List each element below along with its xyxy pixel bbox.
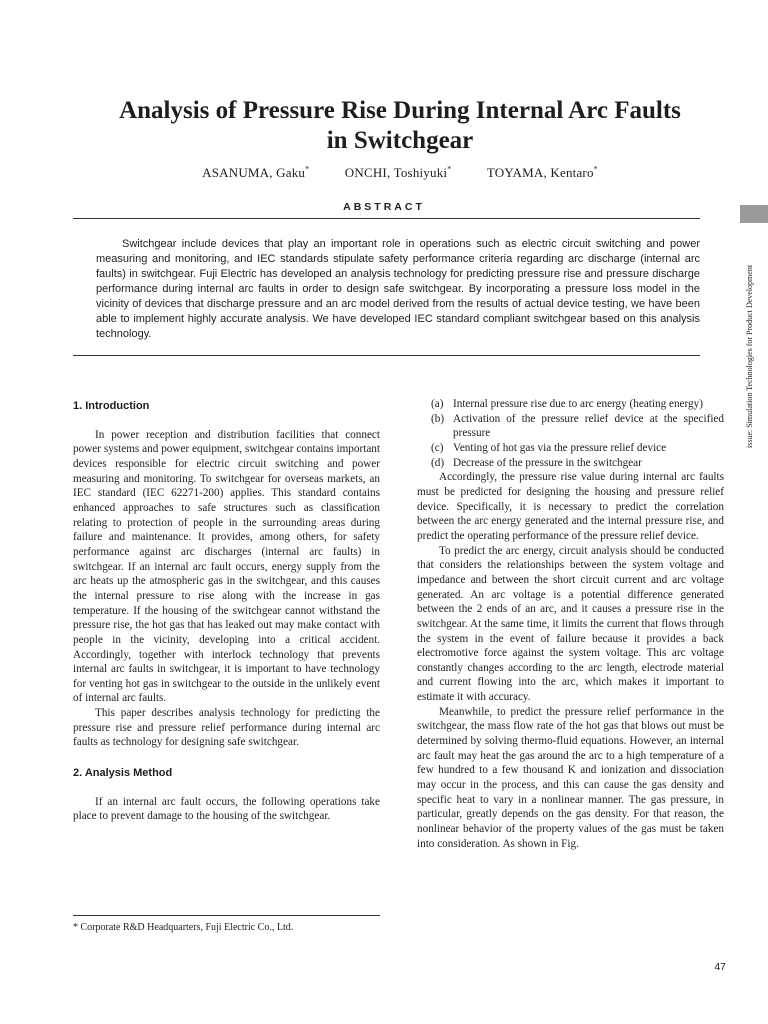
analysis-paragraph-1: If an internal arc fault occurs, the following operations take place to prevent damage to the housing of the switchgear. [73,795,380,823]
list-item: (c) Venting of hot gas via the pressure relief device [431,441,667,454]
introduction-paragraph-2: This paper describes analysis technology for predicting the pressure rise and pressure relief performance during internal arc faults as technology for designing safe switchgear. [73,707,380,749]
affiliation-mark: * [593,165,598,174]
analysis-paragraph-4: Meanwhile, to predict the pressure relief performance in the switchgear, the mass flow rate of the hot gas that blows out must be determined by solving thermo-fluid equations. However, an internal arc fault may heat the gas around the arc to a high temperature of a few hundred to a few thousand K and ionization and dissociation may occur in the process, and this can cause the gas density and specific heat to vary in a nonlinear manner. The gas pressure, in particular, greatly depends on the gas density. For that reason, the nonlinear behavior of the property values of the gas must be taken into consideration. As shown in Fig. [417,705,724,850]
author-3: TOYAMA, Kentaro* [486,165,598,181]
right-column [417,397,724,851]
section-heading-introduction: 1. Introduction [73,400,150,412]
list-item: (d) Decrease of the pressure in the switchgear [431,456,642,469]
abstract-bottom-rule [73,355,700,356]
footnote-mark: * [73,922,78,933]
operation-list [417,397,724,470]
list-marker: (b) [431,412,445,425]
footnote-rule [73,915,380,916]
page-number: 47 [714,961,726,973]
author-list [60,165,740,181]
affiliation-mark: * [447,165,452,174]
introduction-paragraph-1: In power reception and distribution facilities that connect power systems and power equipment, switchgear contains important devices responsible for electric circuit switching and power measuring and monitoring. To switchgear for overseas markets, an IEC standard (IEC 62271-200) applies. This standard contains enhanced approaches to safe structures such as classification relating to protection of people in the surrounding areas during failure and maintenance. It provides, among others, for safety performance against arc discharges (internal arc faults) in switchgear. If an internal arc fault occurs, energy supply from the arc heats up the atmospheric gas in the switchgear, and this causes the internal pressure to rise along with the increase in gas temperature. If the housing of the switchgear cannot withstand the pressure rise, the hot gas that has leaked out may make contact with people in the vicinity, developing into a critical accident. Accordingly, together with interlock technology that prevents internal arc faults in switchgear, it is important to have technology for venting hot gas in switchgear to the outside in the unlikely event of internal arc faults. [73,428,380,705]
footnote-text: Corporate R&D Headquarters, Fuji Electric Co., Ltd. [80,922,294,933]
list-marker: (c) [431,441,444,454]
abstract-top-rule [73,218,700,219]
analysis-paragraph-3: To predict the arc energy, circuit analysis should be conducted that considers the relationships between the system voltage and impedance and between the short circuit current and arc voltage generated. An arc voltage is a potential difference generated between the 2 ends of an arc, and it causes a pressure rise in the switchgear. At the same time, it limits the current that flows through the system in the event of failure because it provides a back electromotive force against the system voltage. This arc voltage constantly changes according to the arc length, electrode material and current flowing into the arc, which makes it important to estimate it with accuracy. [417,544,724,704]
analysis-paragraph-2: Accordingly, the pressure rise value during internal arc faults must be predicted for designing the housing and pressure relief device. Specifically, it is necessary to predict the correlation between the arc energy generated and the internal pressure rise, and predict the operating performance of the pressure relief device. [417,471,724,542]
issue-label: issue: Simulation Technologies for Product Development [745,264,754,448]
list-item: (b) Activation of the pressure relief device at the specified pressure [431,412,724,440]
footnote [73,921,393,934]
left-column [73,397,380,824]
abstract-body: Switchgear include devices that play an important role in operations such as electric circuit switching and power measuring and monitoring, and IEC standards stipulate safety performance criteria regarding arc discharge (internal arc faults) in switchgear. Fuji Electric has developed an analysis technology for predicting pressure rise and pressure discharge performance during internal arc faults in order to design safe switchgear. By incorporating a pressure loss model in the vicinity of devices that discharge pressure and an arc model derived from the results of actual device testing, we have been able to implement highly accurate analysis. We have developed IEC standard compliant switchgear based on this analysis technology. [96,238,700,340]
issue-tab-marker [740,205,768,223]
list-item: (a) Internal pressure rise due to arc energy (heating energy) [431,398,703,410]
paper-title [60,96,740,156]
list-marker: (a) [431,398,444,410]
list-marker: (d) [431,456,445,469]
section-heading-analysis-method: 2. Analysis Method [73,767,173,780]
author-1: ASANUMA, Gaku* [202,165,310,181]
author-2: ONCHI, Toshiyuki* [344,165,452,181]
title-line-1: Analysis of Pressure Rise During Internal Arc Faults [119,97,681,124]
affiliation-mark: * [305,165,310,174]
abstract-heading: ABSTRACT [343,201,425,213]
title-line-2: in Switchgear [326,127,474,154]
